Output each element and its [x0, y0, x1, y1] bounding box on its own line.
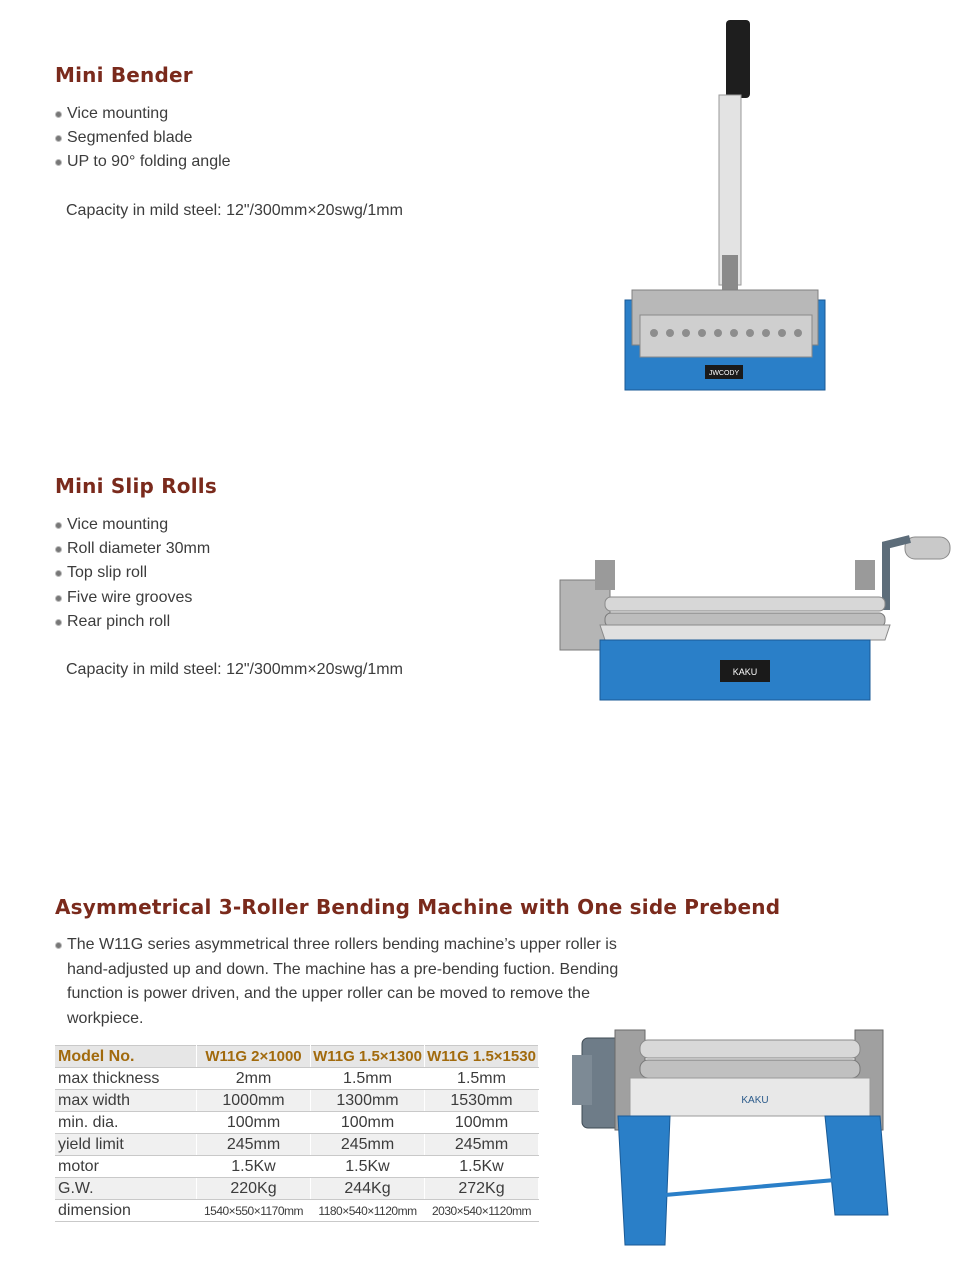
mini-bender-image — [620, 15, 840, 395]
table-row: motor 1.5Kw 1.5Kw 1.5Kw — [55, 1156, 539, 1178]
table-row: max thickness 2mm 1.5mm 1.5mm — [55, 1068, 539, 1090]
bullet-icon — [55, 135, 62, 142]
bullet-icon — [55, 619, 62, 626]
bullet-icon — [55, 546, 62, 553]
brand-plate-label: KAKU — [741, 1095, 769, 1106]
mini-slip-rolls-title: Mini Slip Rolls — [55, 474, 217, 498]
list-item: Vice mounting — [55, 102, 231, 126]
table-row: yield limit 245mm 245mm 245mm — [55, 1134, 539, 1156]
header-model: Model No. — [55, 1046, 197, 1068]
brand-plate-label: JWCODY — [708, 370, 740, 377]
bending-machine-description: The W11G series asymmetrical three rollers bending machine’s upper roller is hand-adjusted up and down. The machine has a pre-bending fuction. Bending function is power driven, and the upper roller can be moved to remove the workpiece. — [55, 933, 625, 1031]
table-row: dimension 1540×550×1170mm 1180×540×1120mm 2030×540×1120mm — [55, 1200, 539, 1222]
bullet-icon — [55, 159, 62, 166]
list-item: Segmenfed blade — [55, 126, 231, 150]
header-w11g-1-5x1300: W11G 1.5×1300 — [311, 1046, 425, 1068]
header-w11g-2x1000: W11G 2×1000 — [197, 1046, 311, 1068]
bullet-icon — [55, 522, 62, 529]
brand-plate-label: KAKU — [732, 667, 758, 677]
header-w11g-1-5x1530: W11G 1.5×1530 — [425, 1046, 539, 1068]
spec-table — [55, 1045, 539, 1222]
list-item: Five wire grooves — [55, 586, 210, 610]
mini-bender-title: Mini Bender — [55, 63, 193, 87]
table-row: max width 1000mm 1300mm 1530mm — [55, 1090, 539, 1112]
list-item: Top slip roll — [55, 561, 210, 585]
table-row: G.W. 220Kg 244Kg 272Kg — [55, 1178, 539, 1200]
mini-slip-rolls-features — [55, 513, 210, 634]
bullet-icon — [55, 942, 62, 949]
list-item: Vice mounting — [55, 513, 210, 537]
list-item: Roll diameter 30mm — [55, 537, 210, 561]
list-item: Rear pinch roll — [55, 610, 210, 634]
table-header-row — [55, 1046, 539, 1068]
mini-bender-features — [55, 102, 231, 175]
mini-bender-capacity: Capacity in mild steel: 12"/300mm×20swg/1mm — [66, 202, 403, 219]
list-item: UP to 90° folding angle — [55, 150, 231, 174]
bullet-icon — [55, 111, 62, 118]
bending-machine-title: Asymmetrical 3-Roller Bending Machine with One side Prebend — [55, 895, 781, 919]
bullet-icon — [55, 570, 62, 577]
bending-machine-image — [570, 1000, 900, 1250]
mini-slip-rolls-capacity: Capacity in mild steel: 12"/300mm×20swg/1mm — [66, 661, 403, 678]
mini-slip-rolls-image — [550, 525, 960, 710]
bullet-icon — [55, 595, 62, 602]
table-row: min. dia. 100mm 100mm 100mm — [55, 1112, 539, 1134]
